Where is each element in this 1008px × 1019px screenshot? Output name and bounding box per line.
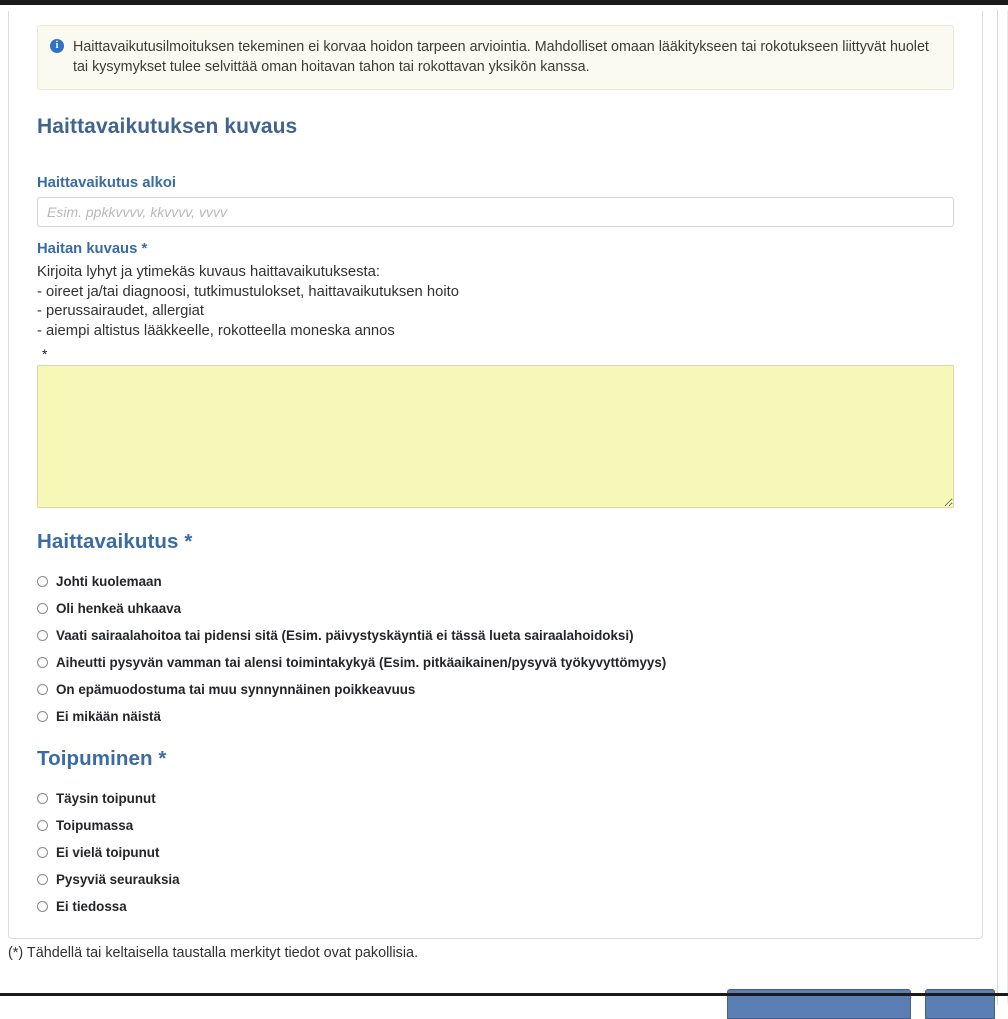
radio-row-recovery-5[interactable]: [37, 898, 954, 915]
radio-label: Vaati sairaalahoitoa tai pidensi sitä (Esim. päivystyskäyntiä ei tässä lueta sairaalahoidoksi): [56, 628, 634, 644]
radio-row-recovery-1[interactable]: [37, 790, 954, 807]
info-banner: [37, 25, 954, 90]
radio-label: Ei mikään näistä: [56, 709, 161, 725]
radio-button-icon[interactable]: [37, 847, 48, 858]
radio-button-icon[interactable]: [37, 576, 48, 587]
radio-row-adverse-5[interactable]: [37, 681, 954, 698]
radio-label: Aiheutti pysyvän vamman tai alensi toimintakykyä (Esim. pitkäaikainen/pysyvä työkyvyttömyys): [56, 655, 667, 671]
harm-description-group: [37, 241, 954, 508]
radio-button-icon[interactable]: [37, 684, 48, 695]
radio-label: Pysyviä seurauksia: [56, 872, 180, 888]
radio-row-recovery-2[interactable]: [37, 817, 954, 834]
radio-button-icon[interactable]: [37, 630, 48, 641]
harm-description-bullet-1: - oireet ja/tai diagnoosi, tutkimustulokset, haittavaikutuksen hoito: [37, 283, 459, 300]
radio-button-icon[interactable]: [37, 874, 48, 885]
scrollbar-track[interactable]: [997, 10, 998, 1005]
radio-label: Täysin toipunut: [56, 791, 156, 807]
harm-description-textarea[interactable]: [37, 365, 954, 508]
onset-date-field-group: [37, 175, 954, 227]
info-banner-text: Haittavaikutusilmoituksen tekeminen ei korvaa hoidon tarpeen arviointia. Mahdolliset omaan lääkitykseen tai rokotukseen liittyvät huolet tai kysymykset tulee selvittää oman hoitavan tahon tai rokottavan yksikön kanssa.: [73, 39, 929, 75]
radio-row-adverse-6[interactable]: [37, 708, 954, 725]
adverse-effect-form-card: [8, 11, 983, 939]
adverse-effect-group: [37, 530, 954, 725]
radio-label: Ei tiedossa: [56, 899, 127, 915]
recovery-group: [37, 747, 954, 915]
radio-row-recovery-4[interactable]: [37, 871, 954, 888]
page-surface: [0, 5, 1008, 1000]
recovery-options: [37, 790, 954, 915]
harm-description-bullet-2: - perussairaudet, allergiat: [37, 303, 204, 320]
onset-date-label: Haittavaikutus alkoi: [37, 175, 176, 191]
required-fields-note: (*) Tähdellä tai keltaisella taustalla merkityt tiedot ovat pakollisia.: [8, 945, 419, 961]
radio-label: On epämuodostuma tai muu synnynnäinen poikkeavuus: [56, 682, 416, 698]
radio-label: Ei vielä toipunut: [56, 845, 160, 861]
required-asterisk: *: [42, 346, 48, 363]
onset-date-input[interactable]: [37, 197, 954, 227]
window-bottom-chrome: [0, 993, 1008, 996]
radio-row-recovery-3[interactable]: [37, 844, 954, 861]
radio-button-icon[interactable]: [37, 793, 48, 804]
harm-description-bullet-3: - aiempi altistus lääkkeelle, rokotteella moneska annos: [37, 322, 395, 339]
radio-row-adverse-3[interactable]: [37, 627, 954, 644]
info-icon: i: [50, 39, 64, 53]
radio-button-icon[interactable]: [37, 657, 48, 668]
page-title: Haittavaikutuksen kuvaus: [37, 115, 298, 138]
radio-label: Toipumassa: [56, 818, 134, 834]
radio-button-icon[interactable]: [37, 901, 48, 912]
radio-button-icon[interactable]: [37, 711, 48, 722]
adverse-effect-options: [37, 573, 954, 725]
recovery-group-title: Toipuminen *: [37, 747, 167, 771]
harm-description-label: Haitan kuvaus *: [37, 241, 148, 257]
radio-row-adverse-2[interactable]: [37, 600, 954, 617]
radio-button-icon[interactable]: [37, 820, 48, 831]
radio-row-adverse-1[interactable]: [37, 573, 954, 590]
radio-row-adverse-4[interactable]: [37, 654, 954, 671]
radio-label: Johti kuolemaan: [56, 574, 162, 590]
radio-button-icon[interactable]: [37, 603, 48, 614]
harm-description-intro: Kirjoita lyhyt ja ytimekäs kuvaus haittavaikutuksesta:: [37, 264, 380, 280]
radio-label: Oli henkeä uhkaava: [56, 601, 182, 617]
adverse-effect-group-title: Haittavaikutus *: [37, 530, 193, 554]
